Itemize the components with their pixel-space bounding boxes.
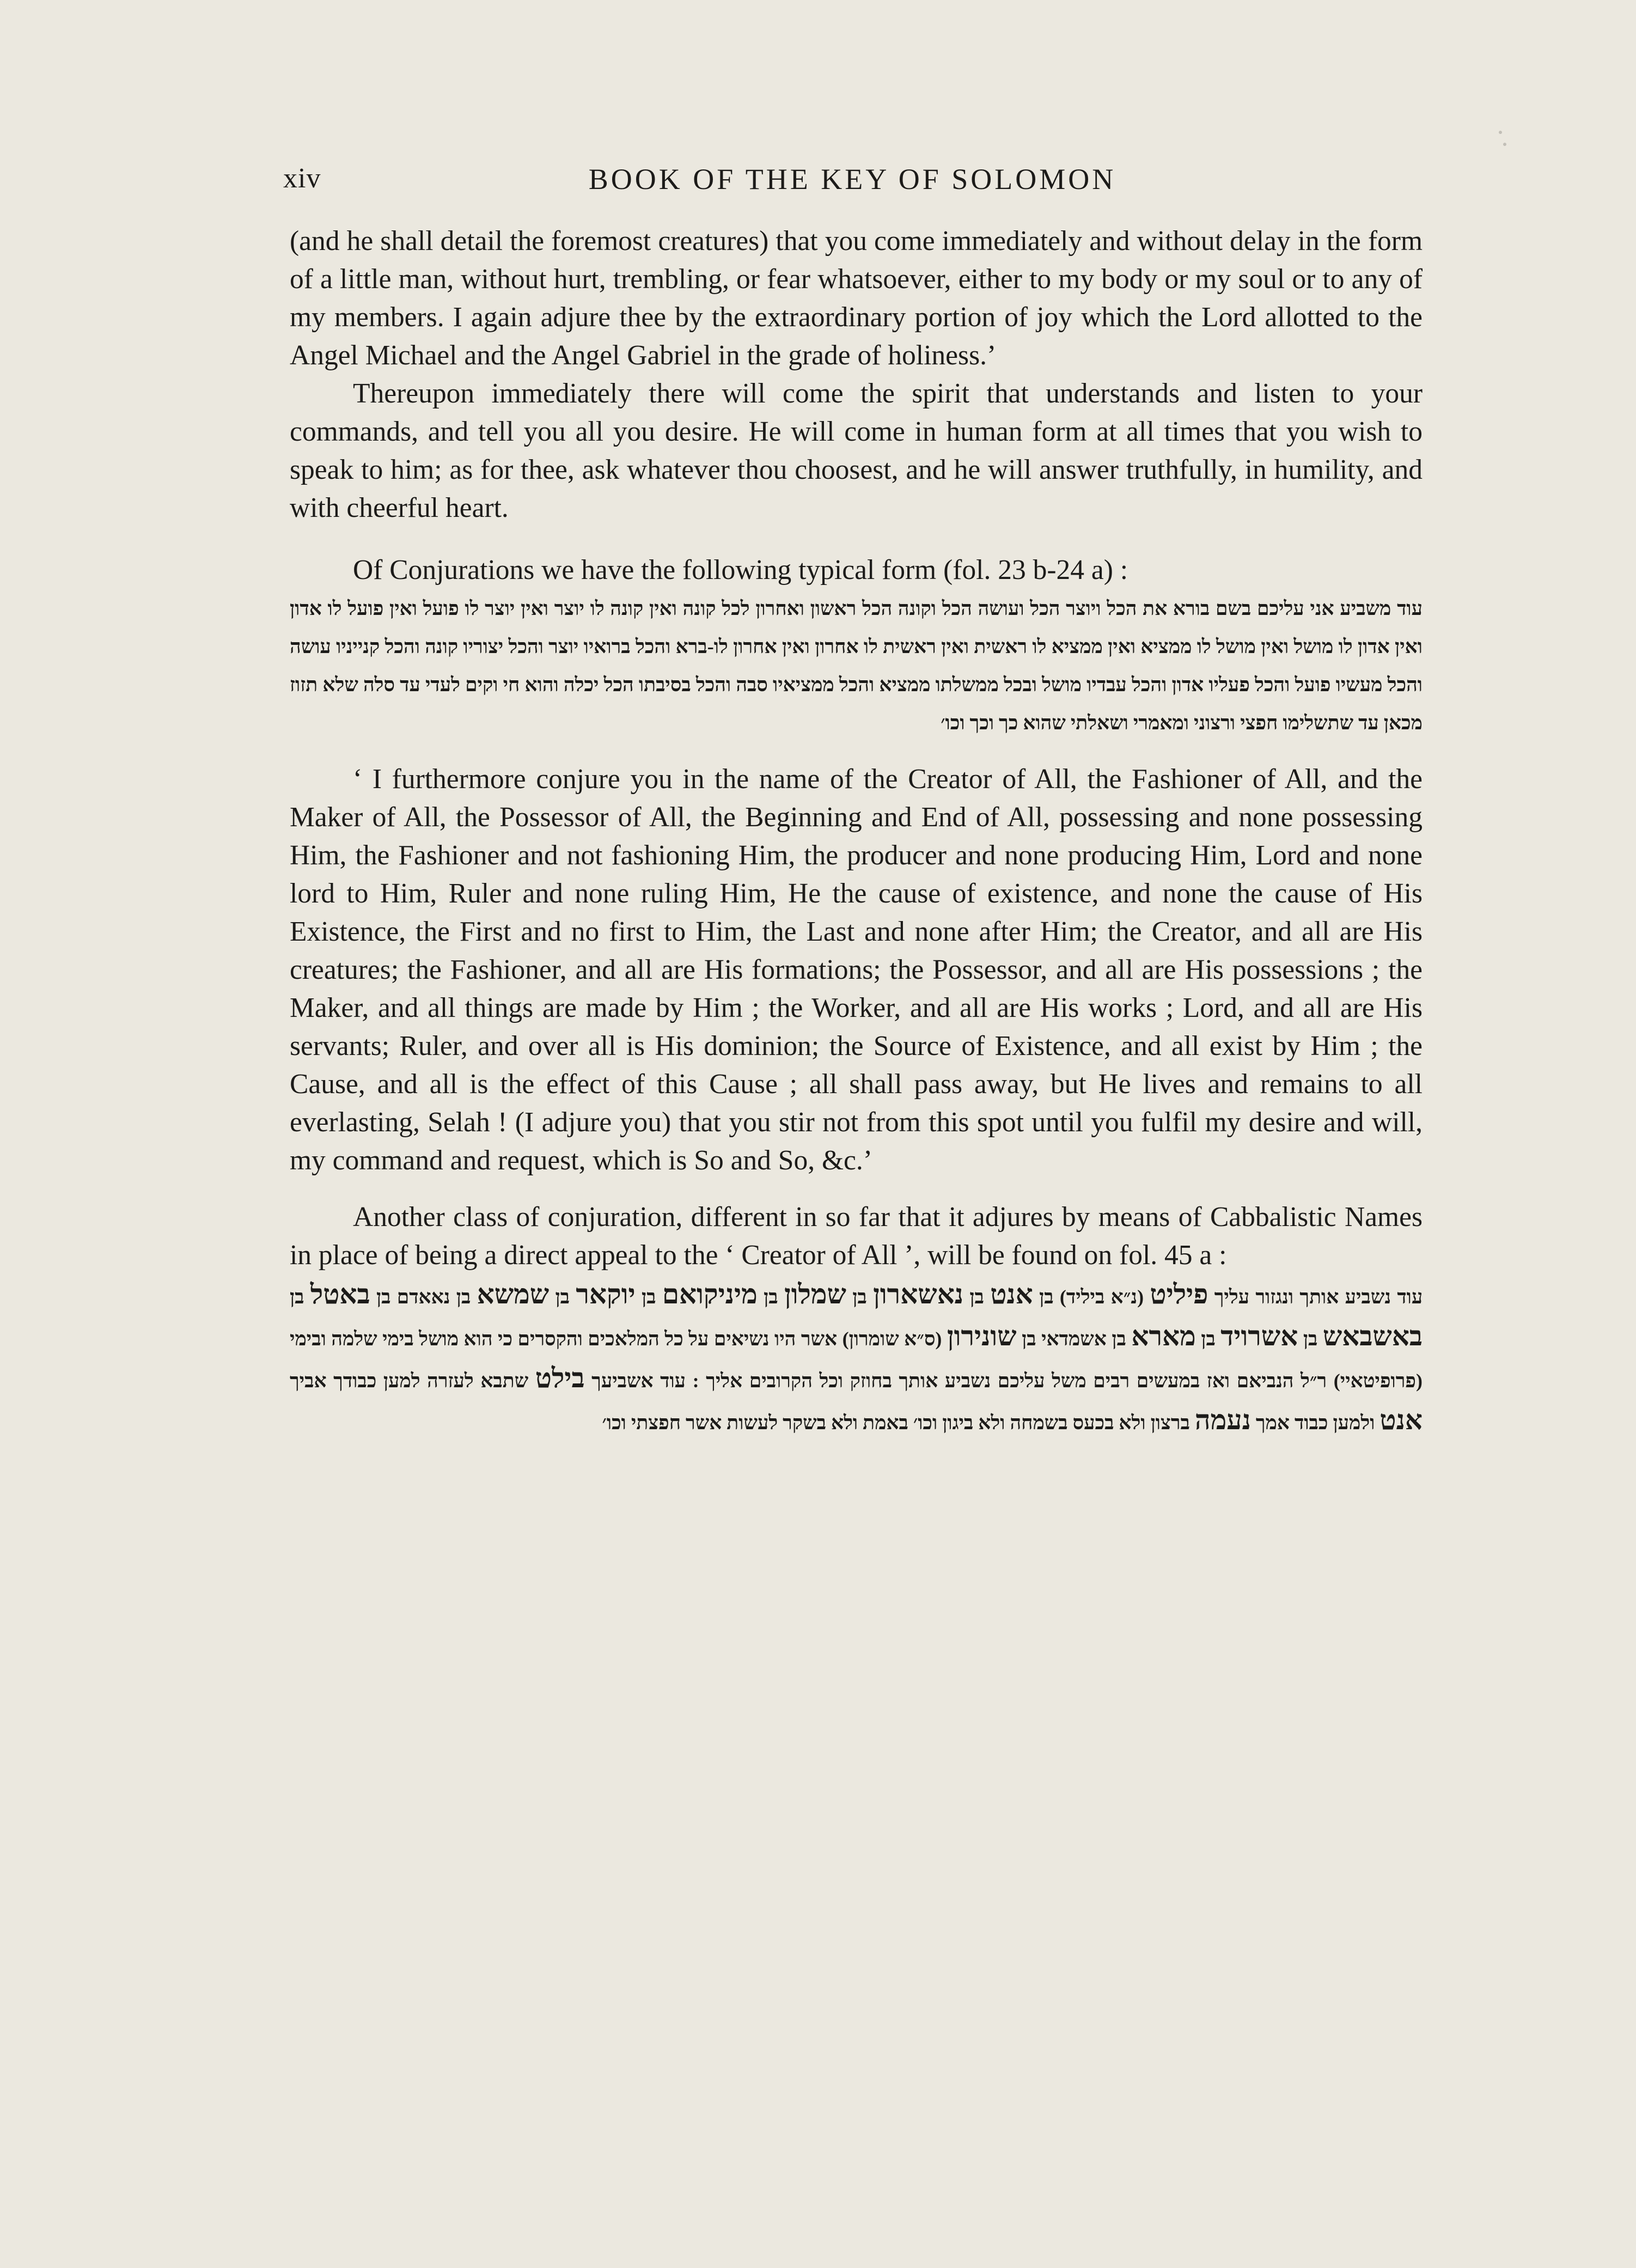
cabbalistic-name: אשרויד	[1220, 1321, 1298, 1351]
hebrew-separator: בן נאאדם בן	[376, 1286, 471, 1308]
cabbalistic-name: שונירון	[947, 1321, 1017, 1351]
hebrew-conjuration-1: עוד משביע אני עליכם בשם בורא את הכל ויוצר הכל ועושה הכל וקונה הכל ראשון ואחרון לכל קונה ואין קונה לו יוצר ואין יוצר לו פועל ואין פועל לו אדון ואין אדון לו מושל ואין מושל לו ממציא ואין ממציא לו ראשית ואין ראשית לו אחרון ואין אחרון לו-ברא והכל ברואיו יוצר והכל יצוריו קונה והכל קנייניו עושה והכל מעשיו פועל והכל פעליו אדון והכל עבדיו מושל ובכל ממשלתו ממציא והכל ממציאיו סבה והכל בסיבתו הכל יכלה והוא חי וקים לעדי עד סלה שלא תזוז מכאן עד שתשלימו חפצי ורצוני ומאמרי ושאלתי שהוא כך וכך וכו׳	[290, 598, 1423, 734]
hebrew-body: שתבא לעזרה למען כבודך אביך	[290, 1370, 529, 1392]
paragraph-3: Of Conjurations we have the following typical form (fol. 23 b-24 a) :	[353, 554, 1128, 586]
hebrew-separator: בן	[852, 1286, 867, 1308]
paragraph-2: Thereupon immediately there will come the spirit that understands and listen to your commands, and tell you all you desire. He will come in human form at all times that you wish to speak to him; as for thee, ask whatever thou choosest, and he will answer truthfully, in humility, and with cheerful heart.	[290, 378, 1423, 523]
hebrew-conjuration-2	[290, 1275, 1423, 1442]
hebrew-separator: בן	[969, 1286, 984, 1308]
hebrew-separator: בן	[1201, 1328, 1216, 1350]
cabbalistic-name: נעמה	[1194, 1405, 1251, 1435]
cabbalistic-name: שמשא	[477, 1279, 550, 1309]
hebrew-body: ולמען כבוד אמך	[1255, 1412, 1375, 1434]
paragraph-5: Another class of conjuration, different in so far that it adjures by means of Cabbalistic Names in place of being a direct appeal to the ‘ Creator of All ’, will be found on fol. 45 a :	[290, 1202, 1423, 1271]
cabbalistic-name: פיליט	[1150, 1279, 1208, 1309]
paper-speck	[1499, 131, 1502, 134]
cabbalistic-name: בילט	[535, 1363, 585, 1393]
cabbalistic-name: אנט	[990, 1279, 1033, 1309]
cabbalistic-name: נאשארון	[873, 1279, 964, 1309]
hebrew-separator: בן	[764, 1286, 778, 1308]
paper-speck	[1503, 143, 1506, 146]
cabbalistic-name: אנט	[1379, 1405, 1423, 1435]
hebrew-separator: בן	[290, 1286, 304, 1308]
paragraph-1: (and he shall detail the foremost creatures) that you come immediately and without delay in the form of a little man, without hurt, trembling, or fear whatsoever, either to my body or my soul or to any of my members. I again adjure thee by the extraordinary portion of joy which the Lord allotted to the Angel Michael and the Angel Gabriel in the grade of holiness.’	[290, 225, 1423, 371]
cabbalistic-name: שמלון	[784, 1279, 846, 1309]
page-header	[283, 162, 1421, 211]
hebrew-separator: בן אשמדאי בן	[1022, 1328, 1126, 1350]
running-title: BOOK OF THE KEY OF SOLOMON	[588, 163, 1116, 196]
cabbalistic-name: באטל	[310, 1279, 370, 1309]
page-number: xiv	[283, 163, 321, 194]
paragraph-4: ‘ I furthermore conjure you in the name of the Creator of All, the Fashioner of All, and the Maker of All, the Possessor of All, the Beginning and End of All, possessing and none possessing Him, the Fashioner and not fashioning Him, the producer and none producing Him, Lord and none lord to Him, Ruler and none ruling Him, He the cause of existence, and none the cause of His Existence, the First and no first to Him, the Last and none after Him; the Creator, and all are His creatures; the Fashioner, and all are His formations; the Possessor, and all are His possessions ; the Maker, and all things are made by Him ; the Worker, and all are His works ; Lord, and all are His servants; Ruler, and over all is His dominion; the Source of Existence, and all exist by Him ; the Cause, and all is the effect of this Cause ; all shall pass away, but He lives and remains to all everlasting, Selah ! (I adjure you) that you stir not from this spot until you fulfil my desire and will, my command and request, which is So and So, &c.’	[290, 764, 1423, 1176]
cabbalistic-name: יוקאר	[576, 1279, 636, 1309]
main-text	[290, 222, 1423, 1442]
cabbalistic-name: מארא	[1131, 1321, 1196, 1351]
hebrew-body: ברצון ולא בכעס בשמחה ולא ביגון וכו׳ באמת ולא בשקר לעשות אשר חפצתי וכו׳	[602, 1412, 1190, 1434]
hebrew-separator: בן	[641, 1286, 656, 1308]
cabbalistic-name: באשבאש	[1322, 1321, 1423, 1351]
hebrew-intro: עוד נשביע אותך ונגזור עליך	[1214, 1286, 1423, 1308]
hebrew-body: (ס״א שומרון) אשר היו נשיאים על כל המלאכים והקסרים כי הוא מושל בימי שלמה ובימי (פרופיטאיי) ר״ל הנביאם ואז במעשים רבים משל עליכם נשביע אותך בחוזק וכל הקרובים אליך : עוד אשביעך	[290, 1328, 1423, 1392]
hebrew-gloss: (נ״א ביליד) בן	[1039, 1286, 1144, 1308]
cabbalistic-name: מיניקואם	[662, 1279, 758, 1309]
hebrew-separator: בן	[1303, 1328, 1318, 1350]
hebrew-separator: בן	[555, 1286, 570, 1308]
